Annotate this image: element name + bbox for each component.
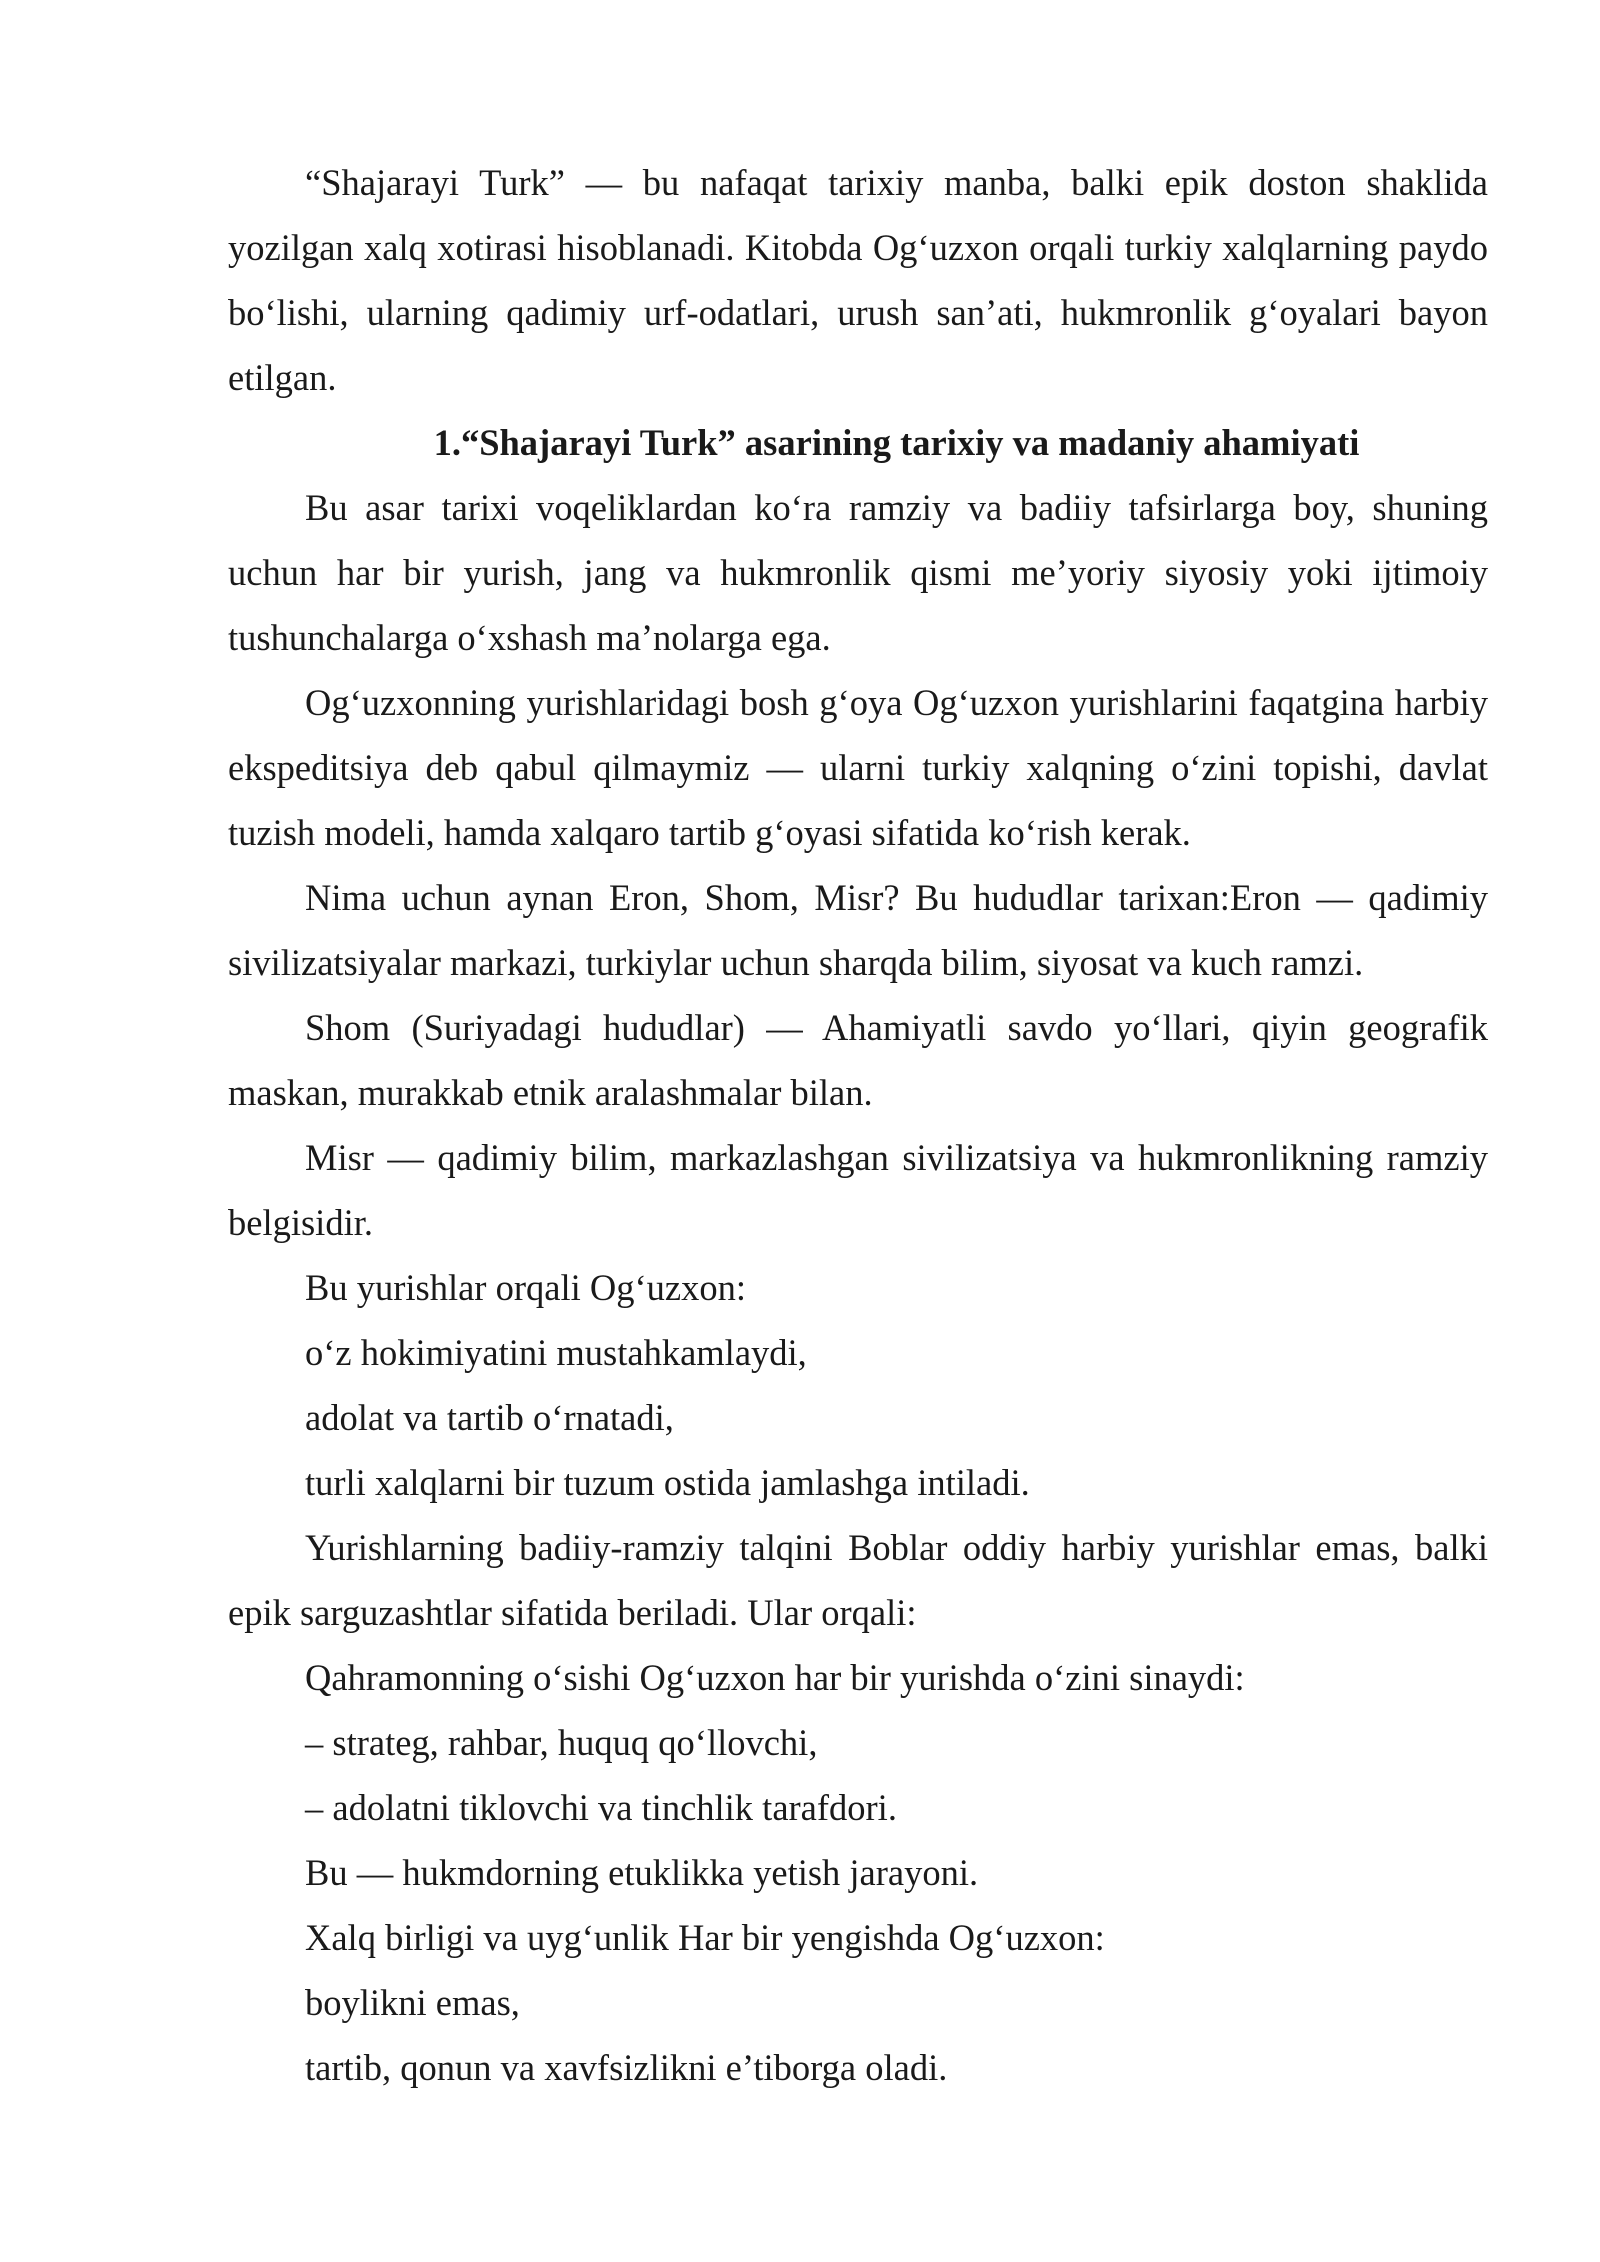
list-intro: Bu yurishlar orqali Og‘uzxon: [305, 1267, 746, 1308]
paragraph-symbolism: Bu asar tarixi voqeliklardan ko‘ra ramziy va badiiy tafsirlarga boy, shuning uchun har bir yurish, jang va hukmronlik qismi me’yoriy siyosiy yoki ijtimoiy tushunchalarga o‘xshash ma’nolarga ega. [228, 487, 1488, 658]
paragraph-shom: Shom (Suriyadagi hududlar) — Ahamiyatli savdo yo‘llari, qiyin geografik maskan, murakkab etnik aralashmalar bilan. [228, 1007, 1488, 1113]
list-item: turli xalqlarni bir tuzum ostida jamlashga intiladi. [305, 1462, 1030, 1503]
list-item: o‘z hokimiyatini mustahkamlaydi, [305, 1332, 807, 1373]
list-item: – adolatni tiklovchi va tinchlik tarafdori. [305, 1787, 897, 1828]
list-item: Bu — hukmdorning etuklikka yetish jarayoni. [305, 1852, 979, 1893]
list-item: tartib, qonun va xavfsizlikni e’tiborga oladi. [305, 2047, 948, 2088]
section-heading: 1.“Shajarayi Turk” asarining tarixiy va madaniy ahamiyati [433, 422, 1360, 463]
paragraph-iran: Nima uchun aynan Eron, Shom, Misr? Bu hududlar tarixan:Eron — qadimiy sivilizatsiyalar markazi, turkiylar uchun sharqda bilim, siyosat va kuch ramzi. [228, 877, 1488, 983]
list-intro: Xalq birligi va uyg‘unlik Har bir yengishda Og‘uzxon: [305, 1917, 1105, 1958]
list-item: boylikni emas, [305, 1982, 520, 2023]
paragraph-intro: “Shajarayi Turk” — bu nafaqat tarixiy manba, balki epik doston shaklida yozilgan xalq xotirasi hisoblanadi. Kitobda Og‘uzxon orqali turkiy xalqlarning paydo bo‘lishi, ularning qadimiy urf-odatlari, urush san’ati, hukmronlik g‘oyalari bayon etilgan. [228, 162, 1488, 398]
list-item: – strateg, rahbar, huquq qo‘llovchi, [305, 1722, 818, 1763]
document-page [228, 150, 1488, 2100]
paragraph-misr: Misr — qadimiy bilim, markazlashgan sivilizatsiya va hukmronlikning ramziy belgisidir. [228, 1137, 1488, 1243]
list-item: adolat va tartib o‘rnatadi, [305, 1397, 674, 1438]
paragraph-main-idea: Og‘uzxonning yurishlaridagi bosh g‘oya Og‘uzxon yurishlarini faqatgina harbiy ekspeditsiya deb qabul qilmaymiz — ularni turkiy xalqning o‘zini topishi, davlat tuzish modeli, hamda xalqaro tartib g‘oyasi sifatida ko‘rish kerak. [228, 682, 1488, 853]
list-intro: Qahramonning o‘sishi Og‘uzxon har bir yurishda o‘zini sinaydi: [305, 1657, 1245, 1698]
paragraph-interpretation: Yurishlarning badiiy-ramziy talqini Boblar oddiy harbiy yurishlar emas, balki epik sarguzashtlar sifatida beriladi. Ular orqali: [228, 1527, 1488, 1633]
